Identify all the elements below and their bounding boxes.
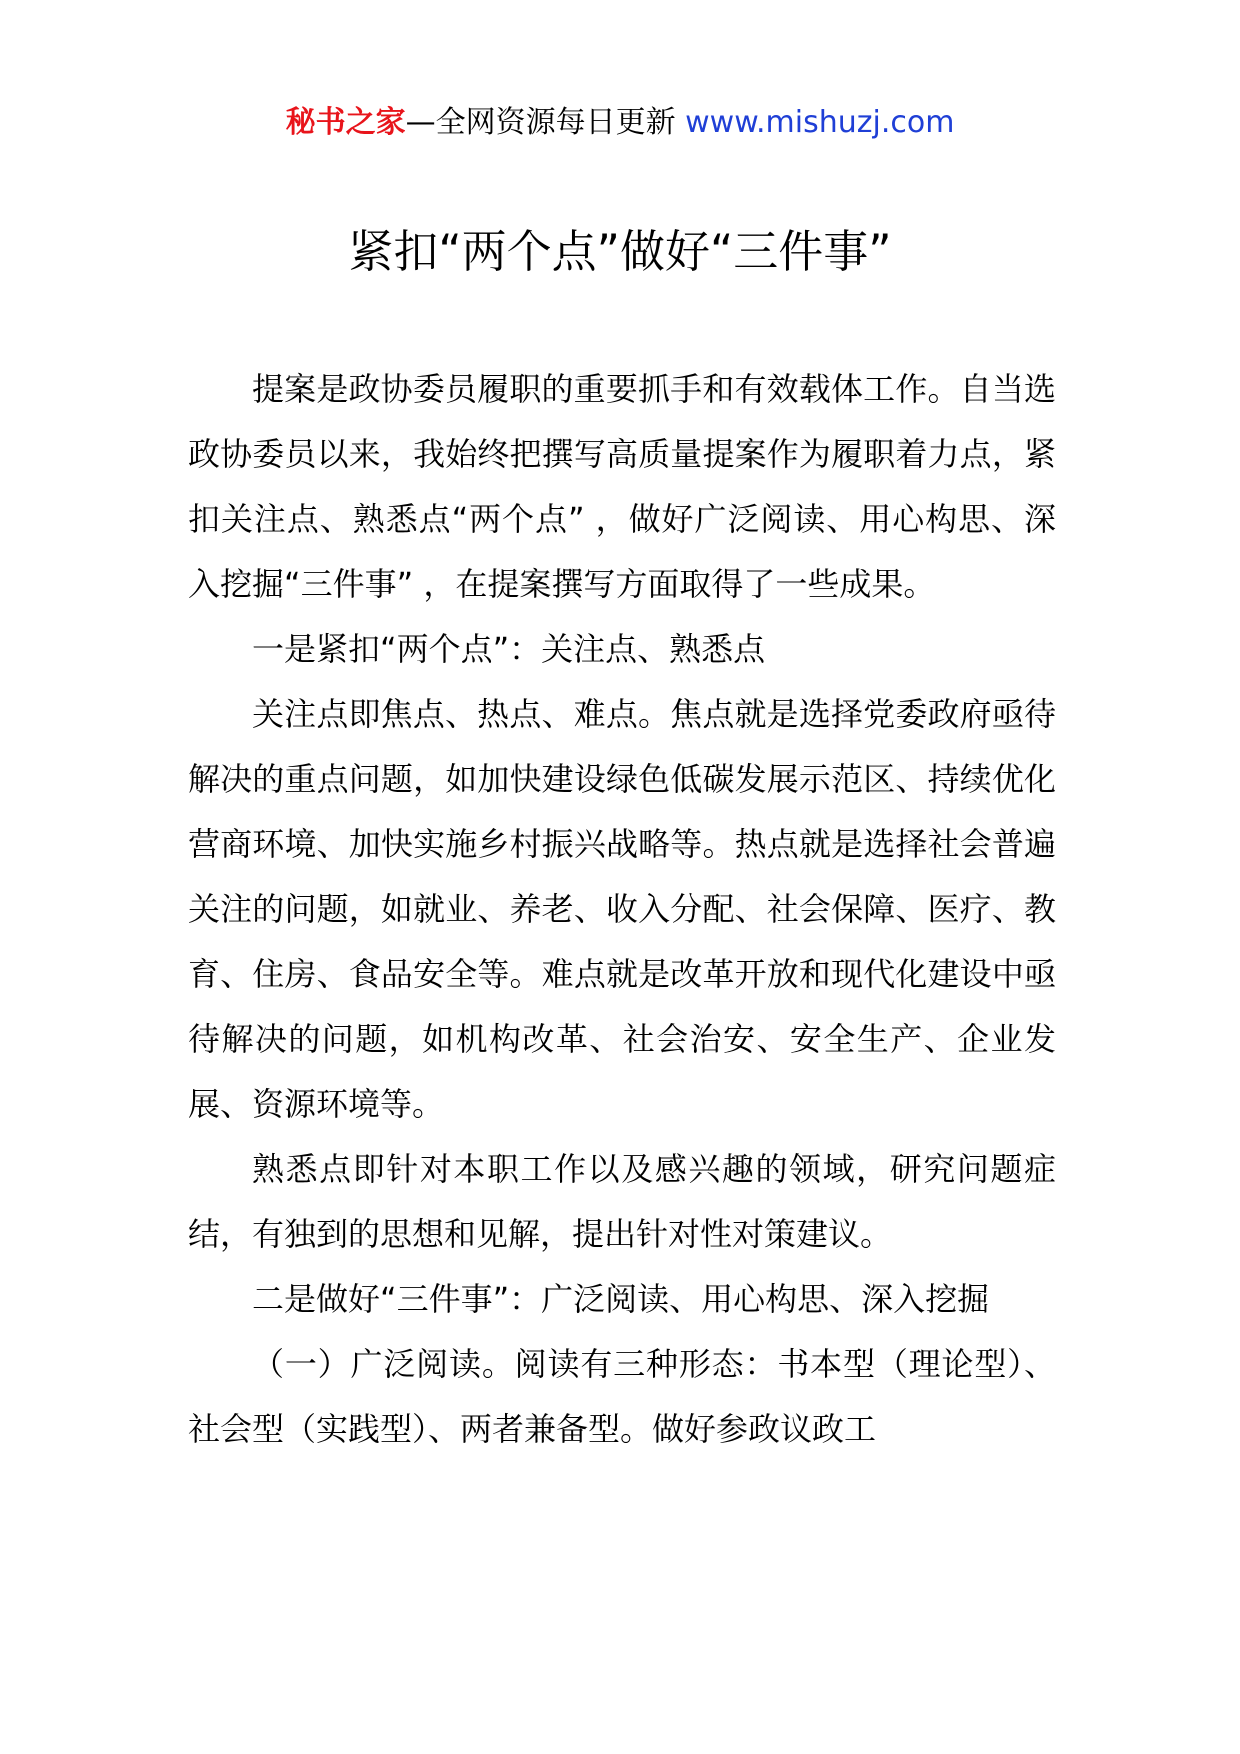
site-brand: 秘书之家 <box>285 105 406 140</box>
section-heading-1: 一是紧扣“两个点”：关注点、熟悉点 <box>252 630 766 668</box>
paragraph-wide-reading: （一）广泛阅读。阅读有三种形态：书本型（理论型）、社会型（实践型）、两者兼备型。做好参政议政工 <box>188 1345 1056 1448</box>
paragraph-familiar-points: 熟悉点即针对本职工作以及感兴趣的领域，研究问题症结，有独到的思想和见解，提出针对性对策建议。 <box>188 1150 1056 1253</box>
site-tagline: —全网资源每日更新 <box>405 105 686 140</box>
paragraph-focus-points: 关注点即焦点、热点、难点。焦点就是选择党委政府亟待解决的重点问题，如加快建设绿色低碳发展示范区、持续优化营商环境、加快实施乡村振兴战略等。热点就是选择社会普遍关注的问题，如就业、养老、收入分配、社会保障、医疗、教育、住房、食品安全等。难点就是改革开放和现代化建设中亟待解决的问题，如机构改革、社会治安、安全生产、企业发展、资源环境等。 <box>188 695 1056 1123</box>
document-body <box>188 357 1056 1462</box>
site-url-link[interactable]: www.mishuzj.com <box>685 105 955 140</box>
document-title: 紧扣“两个点”做好“三件事” <box>348 225 892 278</box>
paragraph-intro: 提案是政协委员履职的重要抓手和有效载体工作。自当选政协委员以来，我始终把撰写高质量提案作为履职着力点，紧扣关注点、熟悉点“两个点” ，做好广泛阅读、用心构思、深入挖掘“三件事” ，在提案撰写方面取得了一些成果。 <box>188 370 1056 603</box>
section-heading-2: 二是做好“三件事”：广泛阅读、用心构思、深入挖掘 <box>252 1280 990 1318</box>
site-header <box>0 101 1240 145</box>
